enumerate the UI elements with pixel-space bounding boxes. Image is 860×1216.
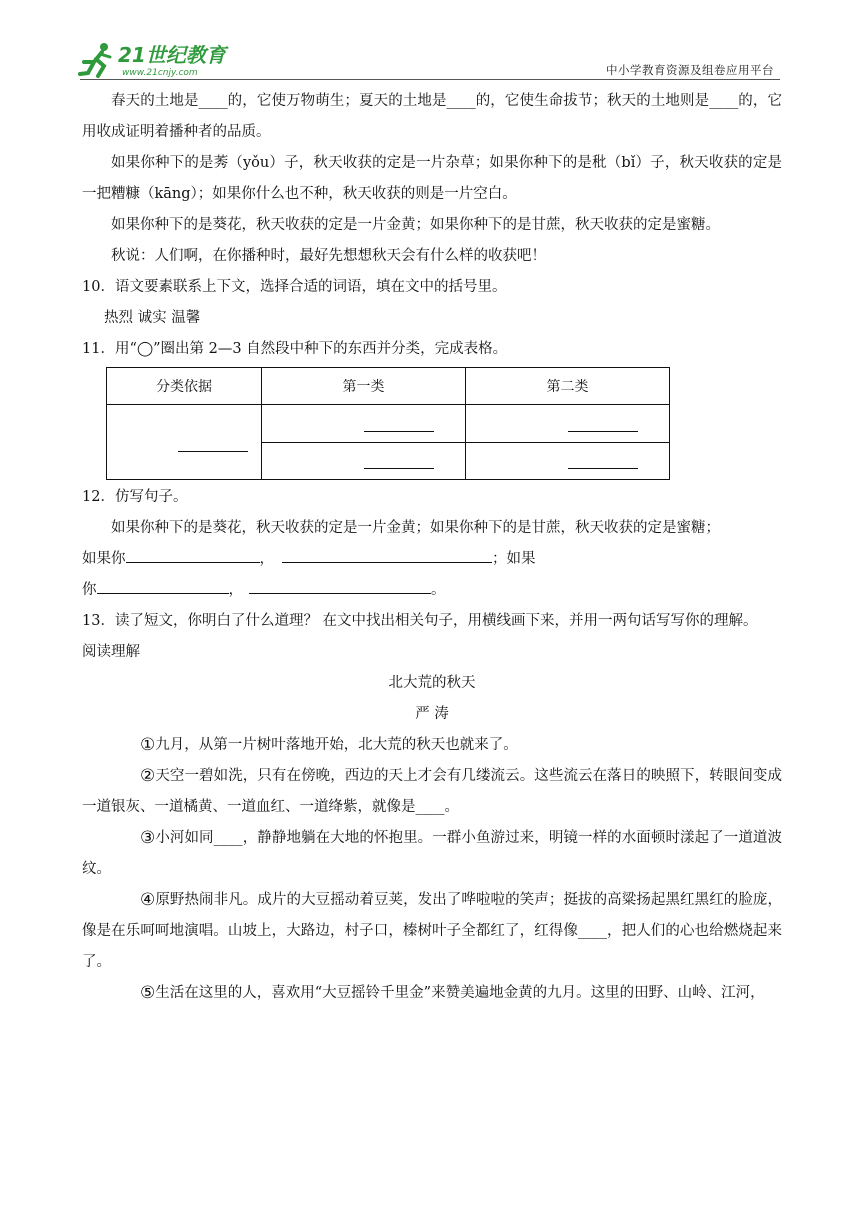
paragraph-text: 原野热闹非凡。成片的大豆摇动着豆荚，发出了哗啦啦的笑声；挺拔的高粱扬起黑红黑红的脸庞，像是在乐呵呵地演唱。山坡上，大路边，村子口，榛树叶子全都红了，红得像____，把人们的心也给燃烧起来了。: [82, 892, 782, 970]
runner-icon: [80, 43, 110, 76]
passage-paragraph-1: 春天的土地是____的，它使万物萌生；夏天的土地是____的，它使生命拔节；秋天的土地则是____的，它用收成证明着播种者的品质。: [82, 93, 782, 140]
imitation-example: 如果你种下的是葵花，秋天收获的定是一片金黄；如果你种下的是甘蔗，秋天收获的定是蜜糖；: [111, 520, 720, 536]
question-10: 10．语文要素联系上下文，选择合适的词语，填在文中的括号里。: [82, 279, 507, 295]
word-options: 热烈 诚实 温馨: [104, 310, 201, 326]
paragraph-text: 小河如同____，静静地躺在大地的怀抱里。一群小鱼游过来，明镜一样的水面顿时漾起了一道道波纹。: [82, 830, 782, 877]
imitation-comma-2: ，: [228, 582, 243, 598]
reading-paragraph-2: [82, 761, 782, 823]
table-cell-second-answer-1[interactable]: [466, 405, 670, 443]
paragraph-number: ③: [140, 828, 156, 848]
imitation-prefix-1: 如果你: [82, 551, 126, 567]
paragraph-number: ②: [140, 766, 156, 786]
reading-paragraph-4: [82, 885, 782, 978]
imitation-period-2: 。: [431, 582, 446, 598]
answer-blank[interactable]: [97, 579, 229, 594]
table-cell-first-answer-2[interactable]: [262, 442, 466, 480]
document-body: [82, 86, 782, 1009]
answer-blank[interactable]: [282, 548, 492, 563]
table-header-second: 第二类: [466, 368, 670, 405]
paragraph-text: 九月，从第一片树叶落地开始，北大荒的秋天也就来了。: [155, 737, 518, 753]
imitation-line-1: [82, 544, 782, 575]
passage-paragraph-4: 秋说：人们啊，在你播种时，最好先想想秋天会有什么样的收获吧！: [111, 248, 546, 264]
table-cell-first-answer-1[interactable]: [262, 405, 466, 443]
reading-paragraph-1: [82, 730, 782, 761]
question-12: 12．仿写句子。: [82, 489, 188, 505]
reading-author: 严 涛: [415, 706, 449, 722]
answer-blank[interactable]: [126, 548, 260, 563]
platform-label: 中小学教育资源及组卷应用平台: [606, 63, 774, 77]
imitation-prefix-2: 你: [82, 582, 97, 598]
page-header: [0, 0, 860, 84]
paragraph-text: 生活在这里的人，喜欢用“大豆摇铃千里金”来赞美遍地金黄的九月。这里的田野、山岭、江河，: [155, 985, 765, 1001]
logo-text: 21世纪教育: [118, 43, 226, 67]
passage-paragraph-3: 如果你种下的是葵花，秋天收获的定是一片金黄；如果你种下的是甘蔗，秋天收获的定是蜜糖。: [111, 217, 720, 233]
passage-paragraph-2: 如果你种下的是莠（yǒu）子，秋天收获的定是一片杂草；如果你种下的是秕（bǐ）子，秋天收获的定是一把糟糠（kāng）；如果你什么也不种，秋天收获的则是一片空白。: [82, 155, 782, 202]
header-divider: [80, 79, 780, 80]
table-header-first: 第一类: [262, 368, 466, 405]
paragraph-number: ①: [140, 735, 156, 755]
section-label: 阅读理解: [82, 644, 140, 660]
imitation-suffix-1: ；如果: [492, 551, 536, 567]
table-cell-second-answer-2[interactable]: [466, 442, 670, 480]
answer-blank[interactable]: [249, 579, 431, 594]
classification-table: [106, 367, 670, 480]
question-11: 11．用“◯”圈出第 2—3 自然段中种下的东西并分类，完成表格。: [82, 341, 508, 357]
reading-paragraph-3: [82, 823, 782, 885]
paragraph-text: 天空一碧如洗，只有在傍晚，西边的天上才会有几缕流云。这些流云在落日的映照下，转眼间变成一道银灰、一道橘黄、一道血红、一道绛紫，就像是____。: [82, 768, 782, 815]
logo-url: www.21cnjy.com: [122, 68, 198, 78]
paragraph-number: ⑤: [140, 983, 156, 1003]
imitation-line-2: [82, 575, 782, 606]
logo-21cnjy: [78, 40, 248, 80]
table-header-basis: 分类依据: [107, 368, 262, 405]
reading-paragraph-5: [82, 978, 782, 1009]
question-13: 13．读了短文，你明白了什么道理？ 在文中找出相关句子，用横线画下来，并用一两句话写写你的理解。: [82, 613, 758, 629]
reading-title: 北大荒的秋天: [388, 675, 476, 691]
imitation-comma-1: ，: [259, 551, 274, 567]
paragraph-number: ④: [140, 890, 156, 910]
table-cell-basis-answer[interactable]: [107, 405, 262, 480]
